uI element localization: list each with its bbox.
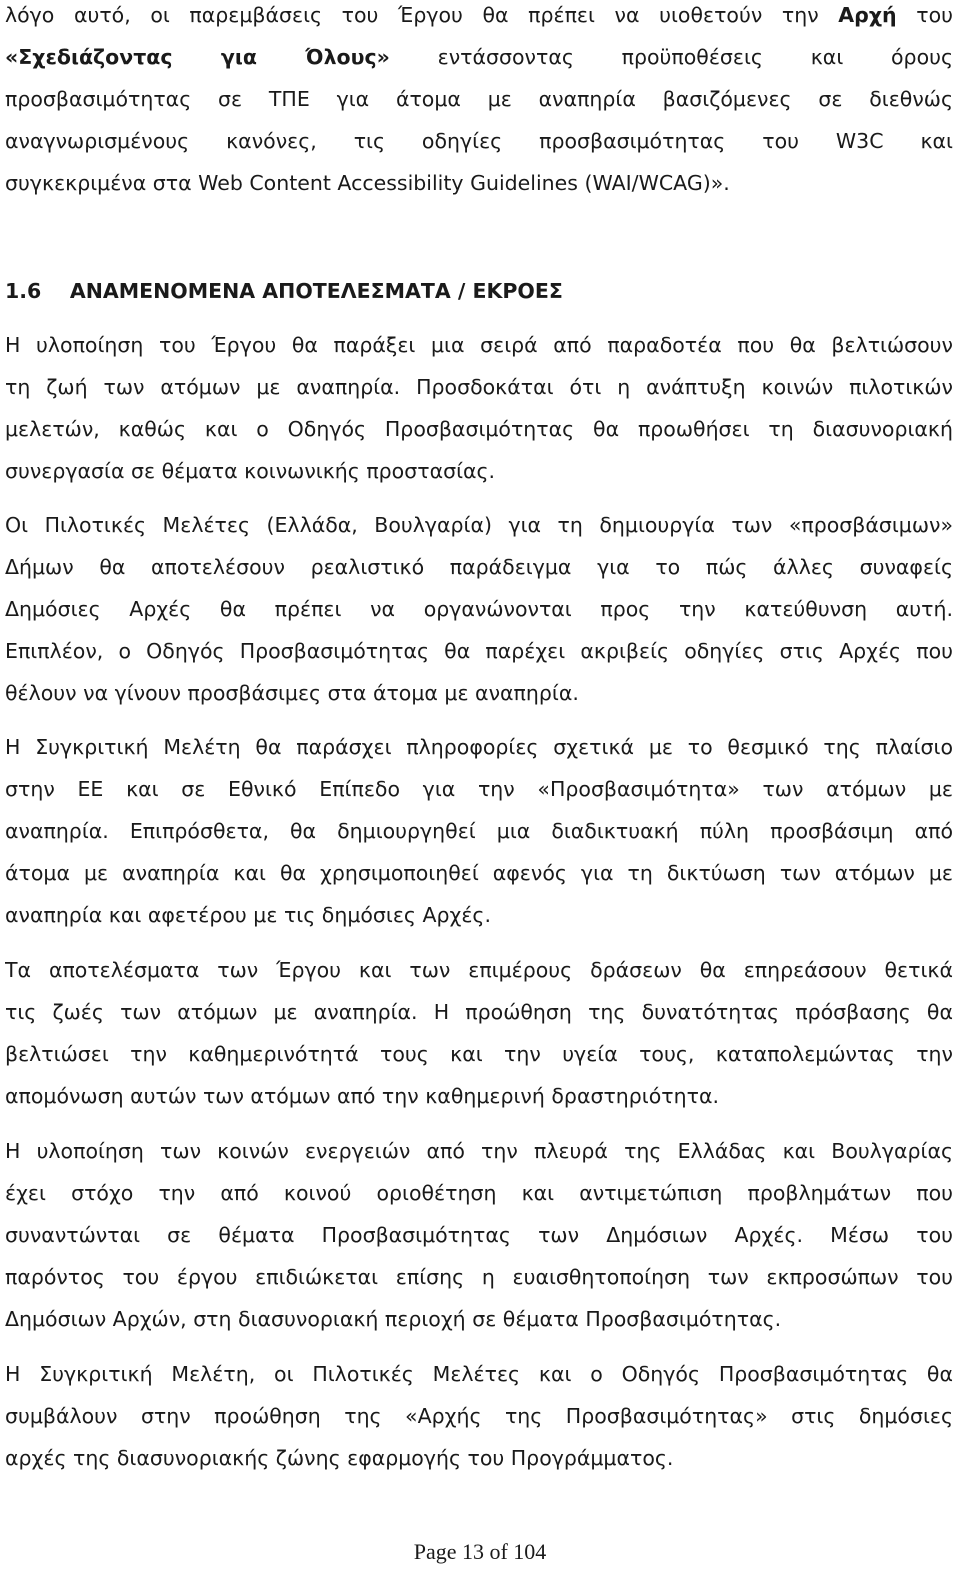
text-line: λόγο αυτό, οι παρεμβάσεις του Έργου θα πρέπει να υιοθετούν την Αρχή του (5, 3, 953, 27)
intro-paragraph (5, 0, 953, 204)
page-number-footer: Page 13 of 104 (413, 1539, 547, 1564)
text-line: αρχές της διασυνοριακής ζώνης εφαρμογής του Προγράμματος. (5, 1446, 674, 1470)
text-line: συμβάλουν στην προώθηση της «Αρχής της Προσβασιμότητας» στις δημόσιες (5, 1404, 953, 1428)
paragraph-2 (5, 504, 953, 714)
text-line: Δημόσιες Αρχές θα πρέπει να οργανώνονται προς την κατεύθυνση αυτή. (5, 597, 953, 621)
text-line: αναπηρία και αφετέρου με τις δημόσιες Αρχές. (5, 903, 491, 927)
text-line: τη ζωή των ατόμων με αναπηρία. Προσδοκάται ότι η ανάπτυξη κοινών πιλοτικών (5, 375, 953, 399)
text-line: Η υλοποίηση του Έργου θα παράξει μια σειρά από παραδοτέα που θα βελτιώσουν (5, 333, 953, 357)
text-line: άτομα με αναπηρία και θα χρησιμοποιηθεί αφενός για τη δικτύωση των ατόμων με (5, 861, 953, 885)
text-line: προσβασιμότητας σε ΤΠΕ για άτομα με αναπηρία βασιζόμενες σε διεθνώς (5, 87, 953, 111)
text-line: «Σχεδιάζοντας για Όλους» εντάσσοντας προϋποθέσεις και όρους (5, 45, 953, 69)
text-line: μελετών, καθώς και ο Οδηγός Προσβασιμότητας θα προωθήσει τη διασυνοριακή (5, 417, 953, 441)
text-line: Δήμων θα αποτελέσουν ρεαλιστικό παράδειγμα για το πώς άλλες συναφείς (5, 555, 953, 579)
paragraph-3 (5, 726, 953, 936)
text-line: στην ΕΕ και σε Εθνικό Επίπεδο για την «Προσβασιμότητα» των ατόμων με (5, 777, 953, 801)
paragraph-1 (5, 324, 953, 492)
paragraph-5 (5, 1130, 953, 1340)
text-line: Η Συγκριτική Μελέτη, οι Πιλοτικές Μελέτες και ο Οδηγός Προσβασιμότητας θα (5, 1362, 953, 1386)
text-line: βελτιώσει την καθημερινότητά τους και την υγεία τους, καταπολεμώντας την (5, 1042, 953, 1066)
text-line: Η Συγκριτική Μελέτη θα παράσχει πληροφορίες σχετικά με το θεσμικό της πλαίσιο (5, 735, 953, 759)
section-heading: 1.6 ΑΝΑΜΕΝΟΜΕΝΑ ΑΠΟΤΕΛΕΣΜΑΤΑ / ΕΚΡΟΕΣ (5, 279, 563, 303)
text-line: θέλουν να γίνουν προσβάσιμες στα άτομα με αναπηρία. (5, 681, 579, 705)
text-line: Τα αποτελέσματα των Έργου και των επιμέρους δράσεων θα επηρεάσουν θετικά (5, 958, 953, 982)
text-line: συναντώνται σε θέματα Προσβασιμότητας των Δημόσιων Αρχές. Μέσω του (5, 1223, 953, 1247)
paragraph-6 (5, 1353, 953, 1479)
text-line: απομόνωση αυτών των ατόμων από την καθημερινή δραστηριότητα. (5, 1084, 719, 1108)
text-line: Επιπλέον, ο Οδηγός Προσβασιμότητας θα παρέχει ακριβείς οδηγίες στις Αρχές που (5, 639, 953, 663)
text-line: Οι Πιλοτικές Μελέτες (Ελλάδα, Βουλγαρία) για τη δημιουργία των «προσβάσιμων» (5, 513, 953, 537)
text-line: Η υλοποίηση των κοινών ενεργειών από την πλευρά της Ελλάδας και Βουλγαρίας (5, 1139, 953, 1163)
text-line: αναπηρία. Επιπρόσθετα, θα δημιουργηθεί μια διαδικτυακή πύλη προσβάσιμη από (5, 819, 953, 843)
text-line: αναγνωρισμένους κανόνες, τις οδηγίες προσβασιμότητας του W3C και (5, 129, 953, 153)
paragraph-4 (5, 949, 953, 1117)
text-line: Δημόσιων Αρχών, στη διασυνοριακή περιοχή σε θέματα Προσβασιμότητας. (5, 1307, 782, 1331)
text-line: έχει στόχο την από κοινού οριοθέτηση και αντιμετώπιση προβλημάτων που (5, 1181, 953, 1205)
text-line: συνεργασία σε θέματα κοινωνικής προστασίας. (5, 459, 496, 483)
text-line: τις ζωές των ατόμων με αναπηρία. Η προώθηση της δυνατότητας πρόσβασης θα (5, 1000, 953, 1024)
text-line: συγκεκριμένα στα Web Content Accessibility Guidelines (WAI/WCAG)». (5, 171, 730, 195)
text-line: παρόντος του έργου επιδιώκεται επίσης η ευαισθητοποίηση των εκπροσώπων του (5, 1265, 953, 1289)
